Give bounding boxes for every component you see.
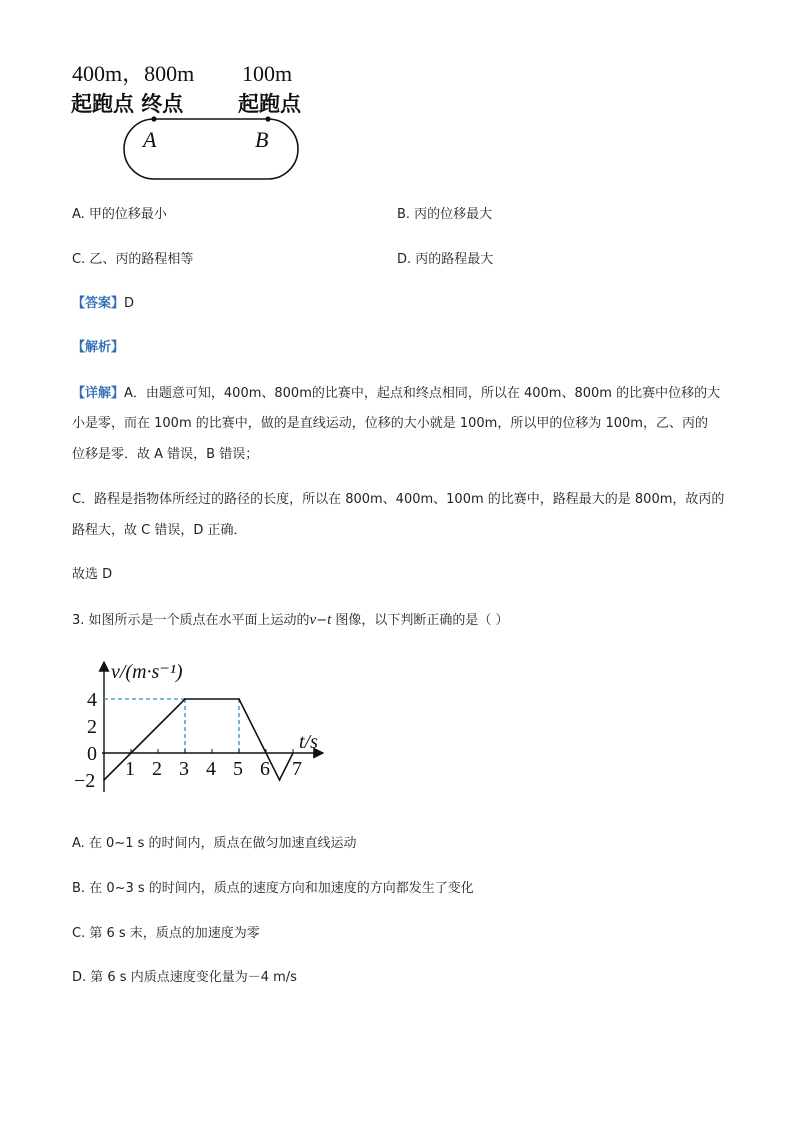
q3-prefix: 3. 如图所示是一个质点在水平面上运动的 [72, 613, 310, 628]
detail-line-4: C．路程是指物体所经过的路径的长度，所以在 800m、400m、100m 的比赛中，路程最大的是 800m，故丙的 [72, 492, 725, 507]
q2-option-c: C. 乙、丙的路程相等 [72, 252, 194, 267]
x-tick-label-2: 2 [152, 758, 162, 780]
q3-option-d: D. 第 6 s 内质点速度变化量为－4 m/s [72, 970, 297, 985]
vt-data-point-0 [103, 779, 105, 781]
vt-data-point-5 [279, 779, 281, 781]
label-start: 起跑点 [238, 92, 301, 116]
vt-data-point-2 [184, 698, 186, 700]
analysis-tag: 【解析】 [72, 340, 125, 355]
track-diagram [118, 112, 303, 187]
q3-option-c: C. 第 6 s 末，质点的加速度为零 [72, 926, 260, 941]
y-axis-label: v/(m·s⁻¹) [111, 661, 183, 683]
vt-data-point-4 [265, 752, 267, 754]
x-tick-label-6: 6 [260, 758, 270, 780]
point-b-label: B [255, 127, 269, 152]
vt-data-point-6 [292, 752, 294, 754]
point-b-dot [265, 116, 270, 121]
x-tick-label-5: 5 [233, 758, 243, 780]
q2-option-a: A. 甲的位移最小 [72, 207, 167, 222]
y-tick-label--2: −2 [74, 770, 96, 792]
answer-value: D [124, 296, 135, 311]
y-tick-label-2: 2 [87, 716, 97, 738]
y-tick-label-0: 0 [87, 743, 97, 765]
analysis-heading [72, 340, 124, 356]
label-400m-800m: 400m，800m [72, 61, 195, 86]
y-tick-label-4: 4 [87, 689, 97, 711]
x-tick-label-7: 7 [292, 758, 302, 780]
q3-v-symbol: v [309, 612, 317, 628]
q3-stem [72, 612, 509, 629]
q2-option-b: B. 丙的位移最大 [397, 207, 493, 222]
point-a-dot [151, 116, 156, 121]
x-tick-label-4: 4 [206, 758, 216, 780]
label-100m: 100m [242, 61, 293, 86]
x-axis-label: t/s [299, 731, 318, 753]
answer-line [72, 296, 134, 312]
detail-text-1: A．由题意可知，400m、800m的比赛中，起点和终点相同，所以在 400m、800m 的比赛中位移的大 [124, 386, 721, 401]
vt-data-point-1 [130, 752, 132, 754]
x-tick-label-1: 1 [125, 758, 135, 780]
q3-t-symbol: t [327, 612, 332, 628]
x-tick-label-3: 3 [179, 758, 189, 780]
answer-tag: 【答案】 [72, 296, 125, 311]
label-start-finish: 起跑点 终点 [71, 92, 184, 116]
q3-option-b: B. 在 0~3 s 的时间内，质点的速度方向和加速度的方向都发生了变化 [72, 881, 474, 896]
conclusion: 故选 D [72, 567, 113, 582]
q3-suffix: 图像，以下判断正确的是（ ） [331, 613, 509, 628]
q3-option-a: A. 在 0~1 s 的时间内，质点在做匀加速直线运动 [72, 836, 357, 851]
vt-data-point-3 [238, 698, 240, 700]
q3-dash: − [316, 613, 328, 628]
detail-line-5: 路程大，故 C 错误，D 正确． [72, 523, 247, 538]
detail-line-2: 小是零，而在 100m 的比赛中，做的是直线运动，位移的大小就是 100m，所以甲的位移为 100m，乙、丙的 [72, 416, 708, 431]
detail-tag: 【详解】 [72, 386, 125, 401]
detail-line-1 [72, 386, 720, 402]
vt-chart [60, 656, 340, 806]
q2-option-d: D. 丙的路程最大 [397, 252, 494, 267]
detail-line-3: 位移是零．故 A 错误，B 错误； [72, 447, 259, 462]
point-a-label: A [143, 127, 157, 152]
